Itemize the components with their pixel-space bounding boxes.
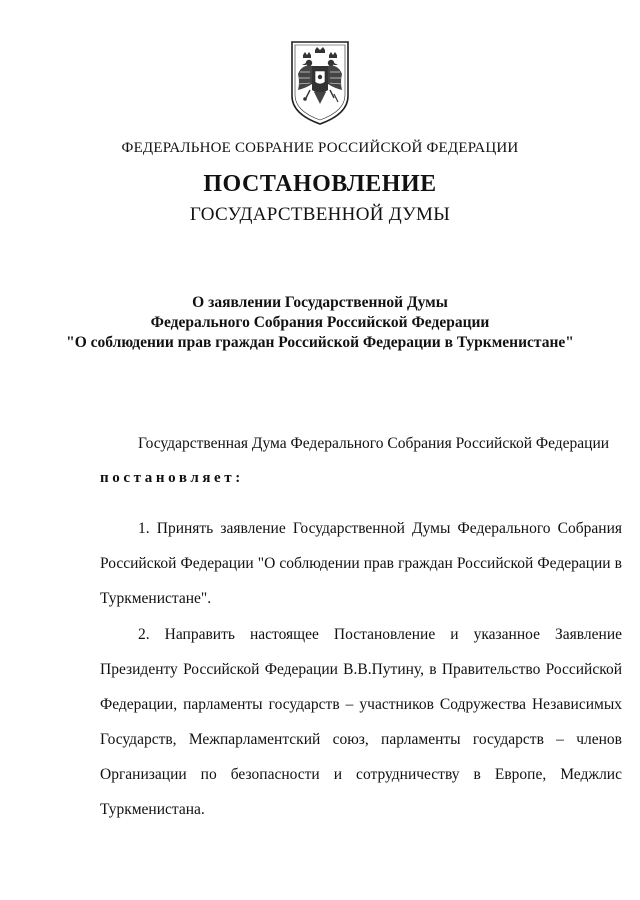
decree-paragraph-2: 2. Направить настоящее Постановление и указанное Заявление Президенту Российской Федерации В.В.Путину, в Правительство Российской Федерации, парламенты государств – участников Содружества Независимых Государств, Межпарламентский союз, парламенты государств – членов Организации по безопасности и сотрудничеству в Европе, Меджлис Туркменистана. [100, 626, 622, 818]
organization-heading: ФЕДЕРАЛЬНОЕ СОБРАНИЕ РОССИЙСКОЙ ФЕДЕРАЦИИ [121, 140, 519, 156]
document-subject [0, 293, 640, 353]
subject-line: Федерального Собрания Российской Федерации [150, 314, 490, 331]
subject-line: "О соблюдении прав граждан Российской Федерации в Туркменистане" [66, 334, 574, 351]
document-type-title: ПОСТАНОВЛЕНИЕ [203, 171, 437, 197]
preamble-text: Государственная Дума Федерального Собрания Российской Федерации [138, 435, 610, 452]
russian-coat-of-arms-icon [288, 38, 352, 126]
subject-line: О заявлении Государственной Думы [192, 294, 448, 311]
decree-paragraph-1: 1. Принять заявление Государственной Думы Федерального Собрания Российской Федерации "О соблюдении прав граждан Российской Федерации в Туркменистане". [100, 520, 622, 607]
decree-word: постановляет: [100, 470, 244, 486]
issuer-subtitle: ГОСУДАРСТВЕННОЙ ДУМЫ [189, 204, 451, 225]
